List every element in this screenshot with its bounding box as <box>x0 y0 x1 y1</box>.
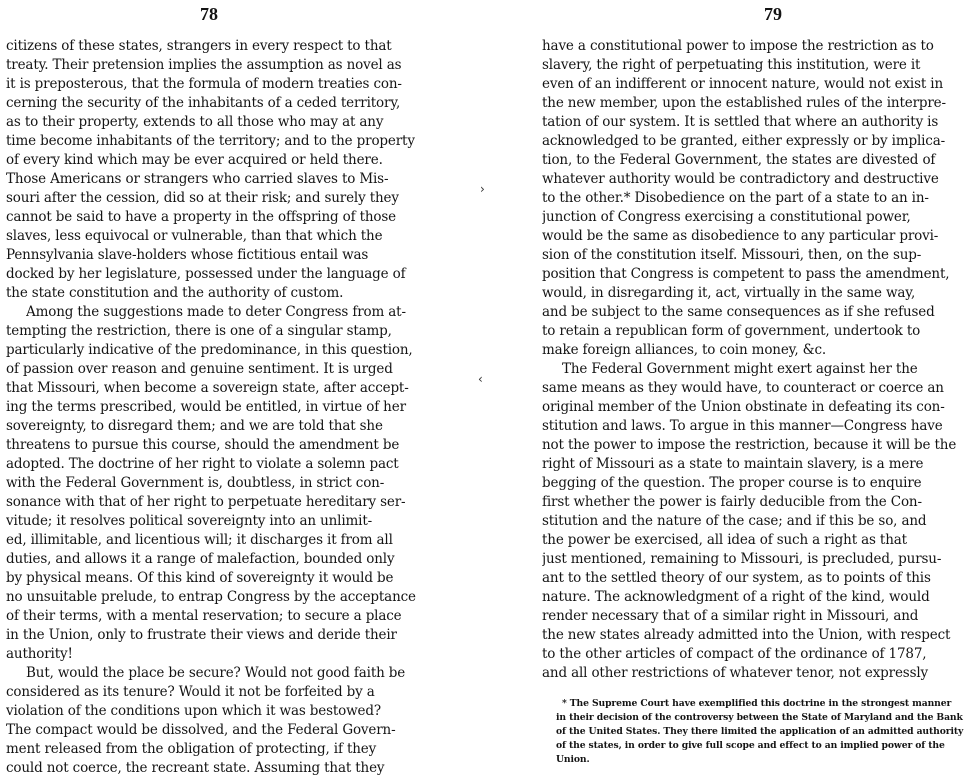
text-line: But, would the place be secure? Would not good faith be <box>26 665 406 681</box>
text-line: not the power to impose the restriction, because it will be the <box>542 437 957 453</box>
text-line: authority! <box>6 646 73 662</box>
text-line: would, in disregarding it, act, virtually in the same way, <box>542 285 916 301</box>
text-line: begging of the question. The proper course is to enquire <box>542 475 922 491</box>
text-line: stitution and the nature of the case; and if this be so, and <box>542 513 927 529</box>
text-line: that Missouri, when become a sovereign state, after accept- <box>6 380 409 396</box>
text-line: slavery, the right of perpetuating this institution, were it <box>542 57 921 73</box>
gutter-mark: ‹ <box>478 372 483 386</box>
text-line: cerning the security of the inhabitants of a ceded territory, <box>6 95 401 111</box>
text-line: acknowledged to be granted, either expressly or by implica- <box>542 133 946 149</box>
text-line: sovereignty, to disregard them; and we are told that she <box>6 418 383 434</box>
text-line: to the other articles of compact of the ordinance of 1787, <box>542 646 927 662</box>
text-line: no unsuitable prelude, to entrap Congress by the acceptance <box>6 589 416 605</box>
footnote-line: Union. <box>556 754 590 765</box>
gutter-mark: › <box>480 182 485 196</box>
text-line: whatever authority would be contradictory and destructive <box>542 171 939 187</box>
text-line: souri after the cession, did so at their risk; and surely they <box>6 190 399 206</box>
text-line: Those Americans or strangers who carried slaves to Mis- <box>6 171 389 187</box>
text-line: the new member, upon the established rules of the interpre- <box>542 95 946 111</box>
text-line: the new states already admitted into the Union, with respect <box>542 627 951 643</box>
text-line: violation of the conditions upon which it was bestowed? <box>6 703 381 719</box>
text-line: would be the same as disobedience to any particular provi- <box>542 228 939 244</box>
text-line: threatens to pursue this course, should the amendment be <box>6 437 400 453</box>
footnote-line: * The Supreme Court have exemplified this doctrine in the strongest manner <box>562 698 952 709</box>
footnote-line: in their decision of the controversy between the State of Maryland and the Bank <box>556 712 963 723</box>
text-line: by physical means. Of this kind of sovereignty it would be <box>6 570 394 586</box>
text-line: even of an indifferent or innocent nature, would not exist in <box>542 76 943 92</box>
text-line: slaves, less equivocal or vulnerable, than that which the <box>6 228 383 244</box>
text-line: stitution and laws. To argue in this manner—Congress have <box>542 418 943 434</box>
text-line: particularly indicative of the predominance, in this question, <box>6 342 413 358</box>
text-line: and all other restrictions of whatever tenor, not expressly <box>542 665 928 681</box>
text-line: sion of the constitution itself. Missouri, then, on the sup- <box>542 247 922 263</box>
text-line: tempting the restriction, there is one of a singular stamp, <box>6 323 392 339</box>
text-line: the state constitution and the authority of custom. <box>6 285 344 301</box>
text-line: could not coerce, the recreant state. Assuming that they <box>6 760 385 776</box>
text-line: make foreign alliances, to coin money, &c. <box>542 342 827 358</box>
text-line: same means as they would have, to counteract or coerce an <box>542 380 944 396</box>
text-line: right of Missouri as a state to maintain slavery, is a mere <box>542 456 924 472</box>
text-line: to the other.* Disobedience on the part of a state to an in- <box>542 190 929 206</box>
text-line: junction of Congress exercising a constitutional power, <box>542 209 911 225</box>
text-line: The compact would be dissolved, and the Federal Govern- <box>6 722 396 738</box>
text-line: in the Union, only to frustrate their views and deride their <box>6 627 397 643</box>
page-number-right: 79 <box>764 4 782 24</box>
text-line: tion, to the Federal Government, the states are divested of <box>542 152 936 168</box>
text-line: sonance with that of her right to perpetuate hereditary ser- <box>6 494 406 510</box>
text-line: docked by her legislature, possessed under the language of <box>6 266 406 282</box>
text-line: Pennsylvania slave-holders whose fictitious entail was <box>6 247 369 263</box>
text-line: vitude; it resolves political sovereignty into an unlimit- <box>6 513 373 529</box>
text-line: tation of our system. It is settled that where an authority is <box>542 114 939 130</box>
text-line: render necessary that of a similar right in Missouri, and <box>542 608 919 624</box>
text-line: adopted. The doctrine of her right to violate a solemn pact <box>6 456 399 472</box>
text-line: ed, illimitable, and licentious will; it discharges it from all <box>6 532 393 548</box>
text-line: as to their property, extends to all those who may at any <box>6 114 384 130</box>
footnote-line: of the states, in order to give full scope and effect to an implied power of the <box>556 740 945 751</box>
text-line: ment released from the obligation of protecting, if they <box>6 741 377 757</box>
footnote-line: of the United States. They there limited the application of an admitted authority <box>556 726 964 737</box>
text-line: and be subject to the same consequences as if she refused <box>542 304 935 320</box>
page-number-left: 78 <box>200 4 218 24</box>
text-line: cannot be said to have a property in the offspring of those <box>6 209 397 225</box>
text-line: of passion over reason and genuine sentiment. It is urged <box>6 361 393 377</box>
text-line: position that Congress is competent to pass the amendment, <box>542 266 950 282</box>
text-line: time become inhabitants of the territory; and to the property <box>6 133 415 149</box>
text-line: just mentioned, remaining to Missouri, is precluded, pursu- <box>542 551 942 567</box>
text-line: with the Federal Government is, doubtless, in strict con- <box>6 475 385 491</box>
text-line: duties, and allows it a range of malefaction, bounded only <box>6 551 395 567</box>
text-line: of every kind which may be ever acquired or held there. <box>6 152 383 168</box>
text-line: ant to the settled theory of our system, as to points of this <box>542 570 931 586</box>
text-line: Among the suggestions made to deter Congress from at- <box>26 304 406 320</box>
text-line: considered as its tenure? Would it not be forfeited by a <box>6 684 375 700</box>
text-line: nature. The acknowledgment of a right of the kind, would <box>542 589 930 605</box>
text-line: first whether the power is fairly deducible from the Con- <box>542 494 922 510</box>
text-line: it is preposterous, that the formula of modern treaties con- <box>6 76 402 92</box>
text-line: The Federal Government might exert against her the <box>562 361 918 377</box>
text-line: to retain a republican form of government, undertook to <box>542 323 921 339</box>
text-line: treaty. Their pretension implies the assumption as novel as <box>6 57 402 73</box>
text-line: the power be exercised, all idea of such a right as that <box>542 532 907 548</box>
text-line: citizens of these states, strangers in every respect to that <box>6 38 392 54</box>
text-line: have a constitutional power to impose the restriction as to <box>542 38 934 54</box>
text-line: of their terms, with a mental reservation; to secure a place <box>6 608 402 624</box>
text-line: ing the terms prescribed, would be entitled, in virtue of her <box>6 399 406 415</box>
text-line: original member of the Union obstinate in defeating its con- <box>542 399 945 415</box>
